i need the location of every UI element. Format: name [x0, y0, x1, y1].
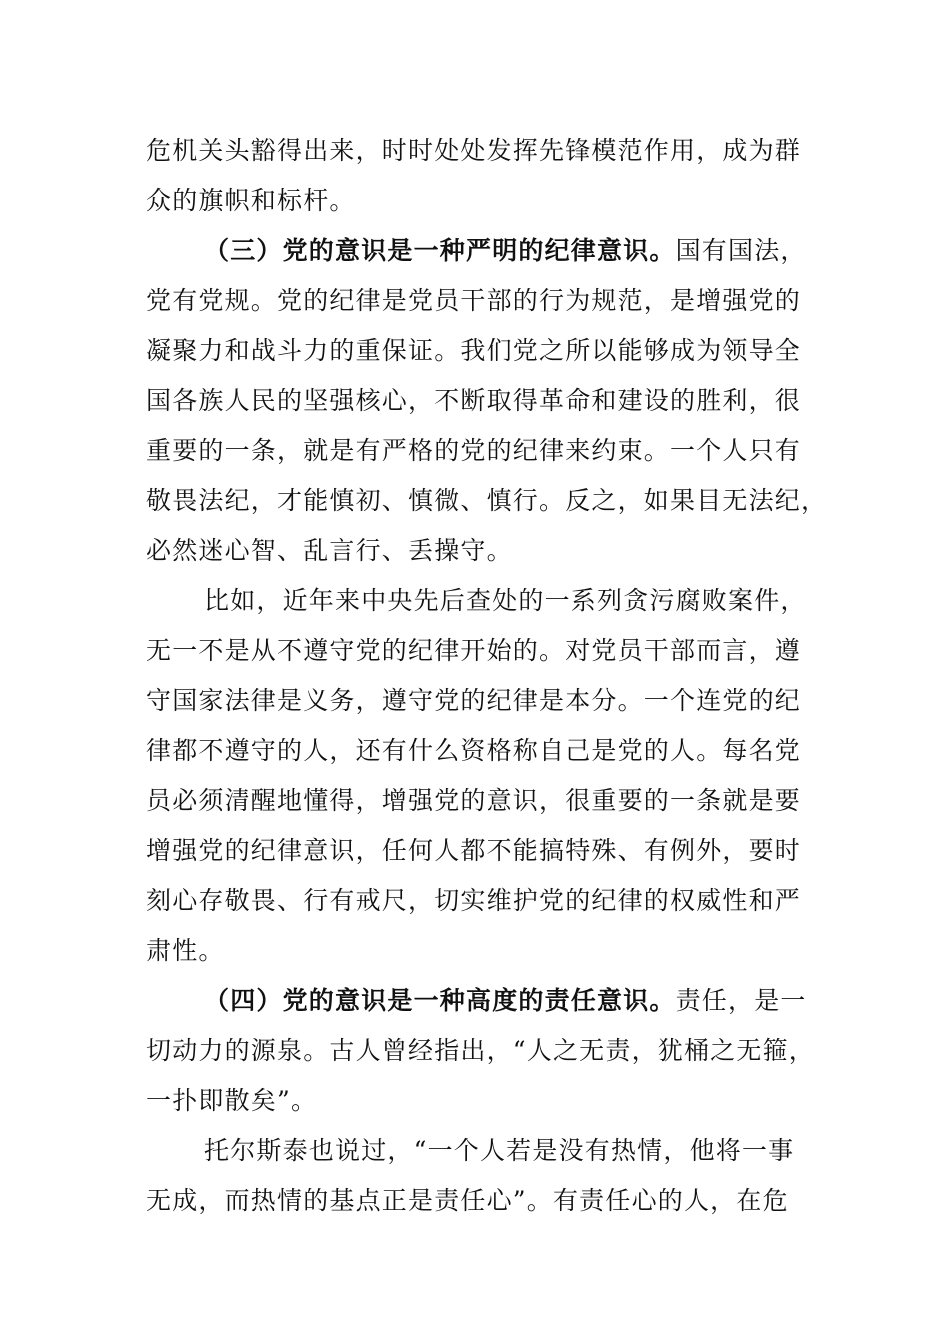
text-line: 众的旗帜和标杆。: [146, 186, 356, 215]
text-span: 责任，是一: [675, 986, 807, 1015]
text-line: 国各族人民的坚强核心，不断取得革命和建设的胜利，很: [146, 386, 802, 415]
text-line: 一扑即散矣”。: [146, 1086, 318, 1115]
text-line: 敬畏法纪，才能慎初、慎微、慎行。反之，如果目无法纪，: [146, 486, 828, 515]
section-heading-three: （三）党的意识是一种严明的纪律意识。: [204, 236, 676, 265]
section-heading-four: （四）党的意识是一种高度的责任意识。: [204, 986, 676, 1015]
text-line: 肃性。: [146, 936, 225, 965]
text-span: 国有国法，: [675, 236, 807, 265]
text-line: 托尔斯泰也说过，“一个人若是没有热情，他将一事: [204, 1136, 795, 1165]
text-line: 守国家法律是义务，遵守党的纪律是本分。一个连党的纪: [146, 686, 802, 715]
section-heading-line: [146, 226, 806, 276]
text-line: 危机关头豁得出来，时时处处发挥先锋模范作用，成为群: [146, 136, 802, 165]
text-line: 无一不是从不遵守党的纪律开始的。对党员干部而言，遵: [146, 636, 802, 665]
text-line: 律都不遵守的人，还有什么资格称自己是党的人。每名党: [146, 736, 802, 765]
text-line: 切动力的源泉。古人曾经指出，“人之无责，犹桶之无箍，: [146, 1036, 815, 1065]
text-line: 重要的一条，就是有严格的党的纪律来约束。一个人只有: [146, 436, 802, 465]
text-line: 增强党的纪律意识，任何人都不能搞特殊、有例外，要时: [146, 836, 802, 865]
body-text: [146, 126, 828, 1226]
text-line: 必然迷心智、乱言行、丢操守。: [146, 536, 513, 565]
text-line: 比如，近年来中央先后查处的一系列贪污腐败案件，: [204, 586, 807, 615]
text-line: 凝聚力和战斗力的重保证。我们党之所以能够成为领导全: [146, 336, 802, 365]
text-line: 党有党规。党的纪律是党员干部的行为规范，是增强党的: [146, 286, 802, 315]
text-line: 员必须清醒地懂得，增强党的意识，很重要的一条就是要: [146, 786, 802, 815]
text-line: 刻心存敬畏、行有戒尺，切实维护党的纪律的权威性和严: [146, 886, 802, 915]
text-line: 无成，而热情的基点正是责任心”。有责任心的人，在危: [146, 1186, 789, 1215]
section-heading-line: [146, 976, 806, 1026]
